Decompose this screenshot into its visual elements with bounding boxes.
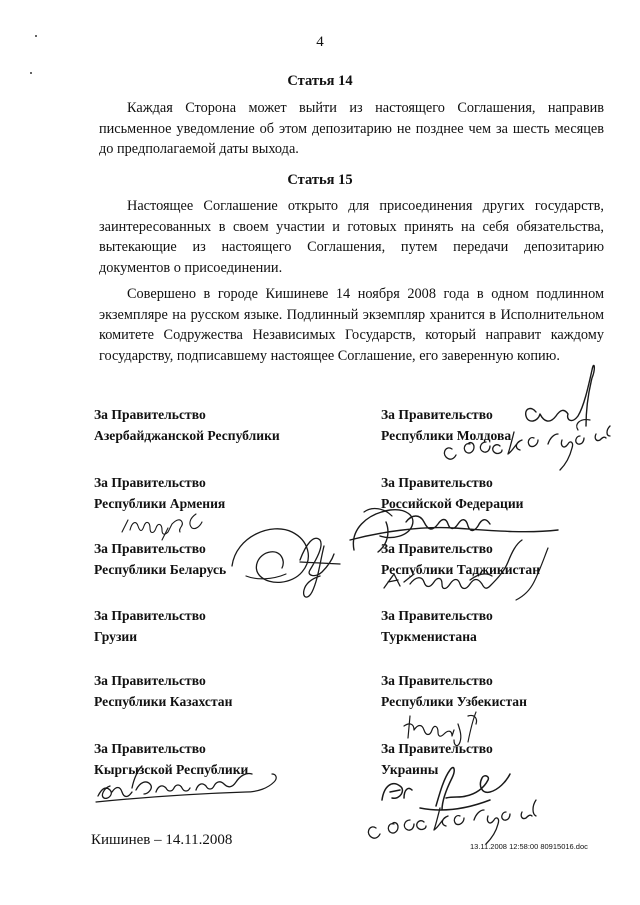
signatory-uzbekistan [381,670,527,712]
signatory-tajikistan [381,538,540,580]
closing-paragraph: Совершено в городе Кишиневе 14 ноября 2008 года в одном подлинном экземпляре на русском языке. Подлинный экземпляр хранится в Исполнительном комитете Содружества Независимых Государств, который направит каждому государству, подписавшему настоящее Соглашение, его заверенную копию. [99,286,604,364]
signatory-kazakhstan [94,670,232,712]
signatory-georgia [94,605,206,647]
signatory-line2: Кыргызской Республики [94,762,249,777]
signatory-line1: За Правительство [381,541,493,556]
signatory-line2: Республики Казахстан [94,694,233,709]
signatory-line2: Республики Армения [94,496,226,511]
signatory-line2: Республики Молдова [381,428,512,443]
page-number: 4 [316,34,324,50]
signatory-line1: За Правительство [381,475,493,490]
signatory-line2: Республики Узбекистан [381,694,527,709]
signatory-belarus [94,538,226,580]
article-15-heading: Статья 15 [287,172,353,188]
signatory-line2: Грузии [94,629,138,644]
signatory-line2: Туркменистана [381,629,477,644]
signatory-line2: Украины [381,762,439,777]
article-14-heading: Статья 14 [287,73,353,89]
signatory-kyrgyzstan [94,738,248,780]
signatory-line1: За Правительство [94,475,206,490]
signatory-line2: Азербайджанской Республики [94,428,280,443]
signatory-turkmenistan [381,605,493,647]
signatory-russia [381,472,524,514]
signatory-armenia [94,472,225,514]
signatory-azerbaijan [94,404,280,446]
signatory-line2: Республики Беларусь [94,562,227,577]
signatory-line1: За Правительство [381,608,493,623]
signatory-line1: За Правительство [94,741,206,756]
signatory-moldova [381,404,511,446]
signatory-line1: За Правительство [94,407,206,422]
signature-belarus [232,529,340,597]
article-14-text: Каждая Сторона может выйти из настоящего Соглашения, направив письменное уведомление об этом депозитарию не позднее чем за шесть месяцев до предполагаемой даты выхода. [99,100,604,158]
signatory-line2: Российской Федерации [381,496,524,511]
signatory-line1: За Правительство [94,541,206,556]
signatory-ukraine [381,738,493,780]
signatory-line1: За Правительство [94,673,206,688]
signatory-line1: За Правительство [94,608,206,623]
footer-place-date: Кишинев – 14.11.2008 [91,832,233,848]
signatory-line1: За Правительство [381,741,493,756]
footer-file-stamp: 13.11.2008 12:58:00 80915016.doc [470,842,588,851]
signatory-line1: За Правительство [381,673,493,688]
signatory-line2: Республики Таджикистан [381,562,541,577]
signatory-line1: За Правительство [381,407,493,422]
article-15-text: Настоящее Соглашение открыто для присоединения других государств, заинтересованных в своем участии и готовых принять на себя обязательства, вытекающие из настоящего Соглашения, путем передачи депозитарию документов о присоединении. [99,198,604,276]
signature-armenia [122,514,202,540]
